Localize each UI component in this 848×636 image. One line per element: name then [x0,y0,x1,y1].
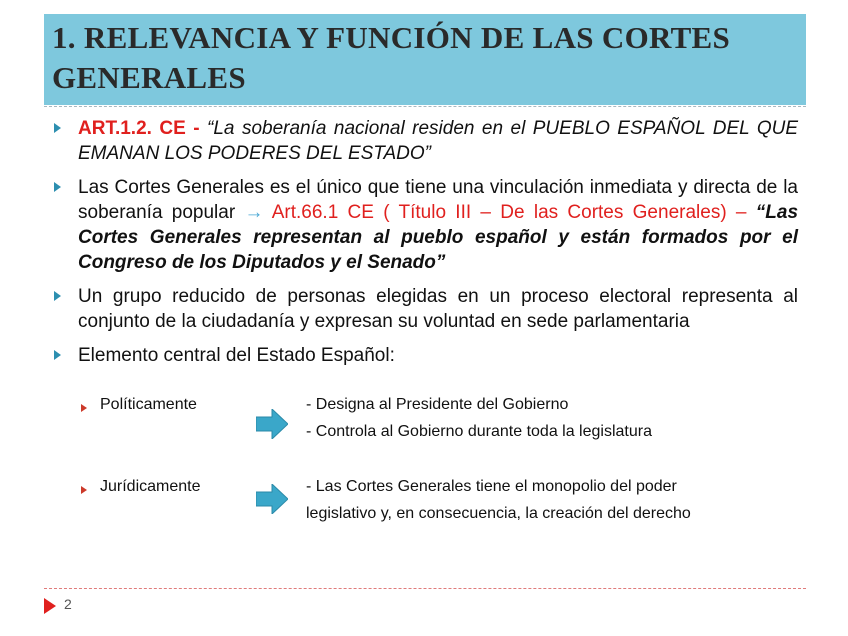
description-line: - Designa al Presidente del Gobierno [306,396,569,413]
slide-title: 1. RELEVANCIA Y FUNCIÓN DE LAS CORTES GENERALES [52,20,731,95]
article-reference: ART.1.2. CE - [78,118,200,139]
bullet-arrow-icon [54,350,61,360]
bullet-text: Un grupo reducido de personas elegidas en un proceso electoral representa al conjunto de la ciudadanía y expresan su voluntad en sede parlamentaria [78,286,798,332]
bullet-elemento-central [54,343,798,368]
bullet-text: Las Cortes Generales es el único que tiene una vinculación inmediata y directa de la soberanía popular [78,177,798,223]
sub-item-description [306,473,776,527]
slide-content [54,116,798,377]
page-number: 2 [64,596,72,612]
bullet-arrow-icon [54,182,61,192]
right-arrow-icon: → [244,202,264,223]
article-quote: “La soberanía nacional residen en el PUEBLO ESPAÑOL DEL QUE EMANAN LOS PODERES DEL ESTADO” [78,118,799,164]
right-arrow-icon [256,484,288,514]
bullet-art-1-2 [54,116,798,166]
sub-bullet-arrow-icon [81,486,87,494]
description-line: - Controla al Gobierno durante toda la legislatura [306,423,652,440]
sub-item-label: Políticamente [100,396,197,413]
sub-bullet-arrow-icon [81,404,87,412]
bullet-representacion [54,284,798,334]
bullet-arrow-icon [54,123,61,133]
sub-item-label: Jurídicamente [100,478,201,495]
bullet-arrow-icon [54,291,61,301]
sub-item-description [306,391,776,445]
bullet-text: Elemento central del Estado Español: [78,345,395,366]
right-arrow-icon [256,409,288,439]
sub-list [54,396,798,546]
description-line: - Las Cortes Generales tiene el monopolio del poder [306,478,677,495]
description-line: legislativo y, en consecuencia, la creación del derecho [306,505,691,522]
footer-arrow-icon [44,598,56,614]
article-quote: “Las Cortes Generales representan al pueblo español y están formados por el Congreso de los Diputados y el Senado” [78,202,799,273]
footer-divider [44,588,806,589]
bullet-cortes-vinculacion [54,175,798,275]
title-divider [44,106,806,107]
article-reference: Art.66.1 CE ( Título III – De las Cortes Generales) – [271,202,747,223]
